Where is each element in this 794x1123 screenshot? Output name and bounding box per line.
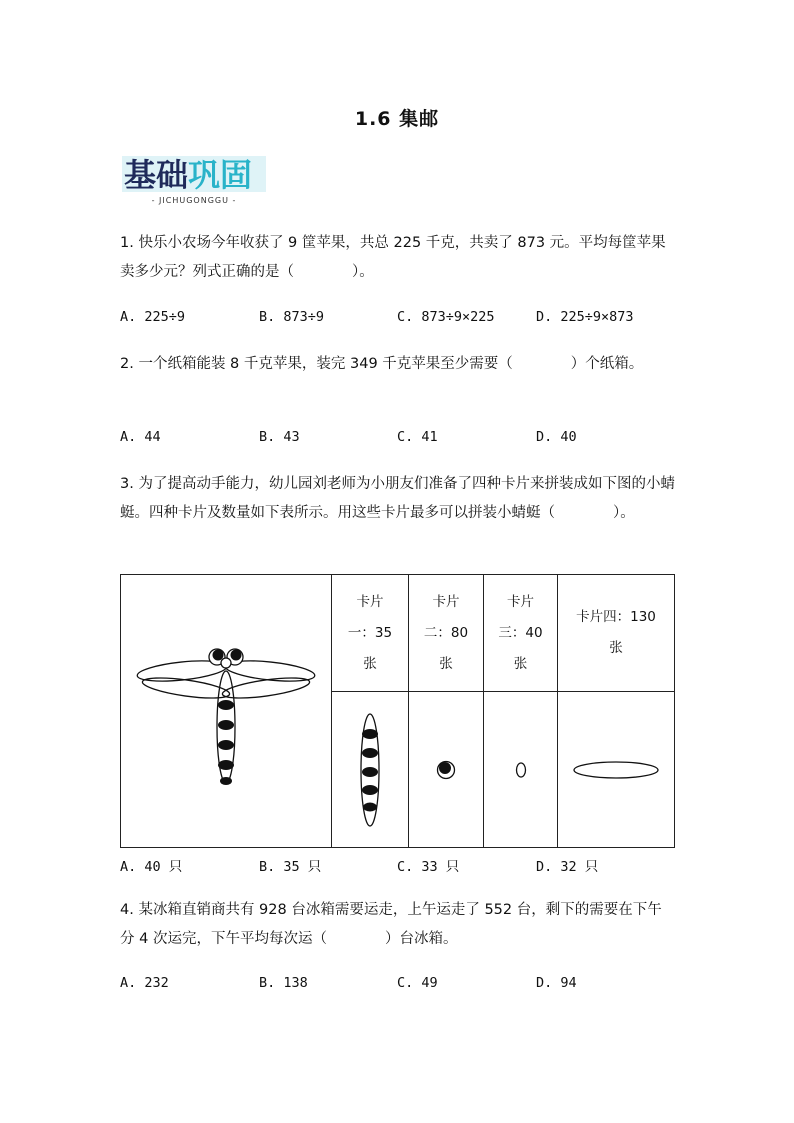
option-1-c[interactable]: C. 873÷9×225 xyxy=(397,309,495,325)
logo-text-main: 基础巩固 xyxy=(124,156,253,194)
option-4-d[interactable]: D. 94 xyxy=(536,975,577,991)
options-2 xyxy=(120,429,676,451)
option-1-a[interactable]: A. 225÷9 xyxy=(120,309,186,325)
option-3-b[interactable]: B. 35 只 xyxy=(259,859,322,875)
card-4-image-cell xyxy=(558,692,675,848)
section-logo xyxy=(122,153,272,208)
question-1: 1. 快乐小农场今年收获了 9 筐苹果，共总 225 千克，共卖了 873 元。平均每筐苹果卖多少元？列式正确的是（ ）。 xyxy=(120,235,666,280)
card-4-wing-image xyxy=(566,758,666,782)
dragonfly-image xyxy=(126,631,326,791)
option-3-c[interactable]: C. 33 只 xyxy=(397,859,460,875)
option-1-d[interactable]: D. 225÷9×873 xyxy=(536,309,634,325)
card-2-eye-image xyxy=(431,755,461,785)
card-3-image-cell xyxy=(484,692,558,848)
card-1-body-image xyxy=(350,710,390,830)
card-4-header: 卡片四：130 张 xyxy=(558,575,675,692)
dragonfly-cell xyxy=(121,575,332,848)
option-2-d[interactable]: D. 40 xyxy=(536,429,577,445)
card-3-head-image xyxy=(511,758,531,782)
option-3-a[interactable]: A. 40 只 xyxy=(120,859,183,875)
card-2-image-cell xyxy=(409,692,484,848)
options-4 xyxy=(120,975,676,997)
option-2-b[interactable]: B. 43 xyxy=(259,429,300,445)
card-table xyxy=(120,574,675,848)
options-3 xyxy=(120,855,676,877)
option-4-c[interactable]: C. 49 xyxy=(397,975,438,991)
card-3-header: 卡片 三：40 张 xyxy=(484,575,558,692)
option-4-a[interactable]: A. 232 xyxy=(120,975,169,991)
option-2-a[interactable]: A. 44 xyxy=(120,429,161,445)
options-1 xyxy=(120,309,676,331)
card-1-header: 卡片 一：35 张 xyxy=(332,575,409,692)
option-1-b[interactable]: B. 873÷9 xyxy=(259,309,325,325)
logo-graphic xyxy=(122,153,272,208)
question-4: 4. 某冰箱直销商共有 928 台冰箱需要运走，上午运走了 552 台，剩下的需要在下午分 4 次运完，下午平均每次运（ ）台冰箱。 xyxy=(120,902,662,947)
question-2: 2. 一个纸箱能装 8 千克苹果，装完 349 千克苹果至少需要（ ）个纸箱。 xyxy=(120,356,644,372)
card-1-image-cell xyxy=(332,692,409,848)
logo-text-sub: - JICHUGONGGU - xyxy=(151,196,237,205)
question-3: 3. 为了提高动手能力，幼儿园刘老师为小朋友们准备了四种卡片来拼装成如下图的小蜻蜓。四种卡片及数量如下表所示。用这些卡片最多可以拼装小蜻蜓（ ）。 xyxy=(120,476,675,521)
option-2-c[interactable]: C. 41 xyxy=(397,429,438,445)
card-2-header: 卡片 二：80 张 xyxy=(409,575,484,692)
page-title: 1.6 集邮 xyxy=(354,108,440,130)
option-4-b[interactable]: B. 138 xyxy=(259,975,308,991)
option-3-d[interactable]: D. 32 只 xyxy=(536,859,599,875)
